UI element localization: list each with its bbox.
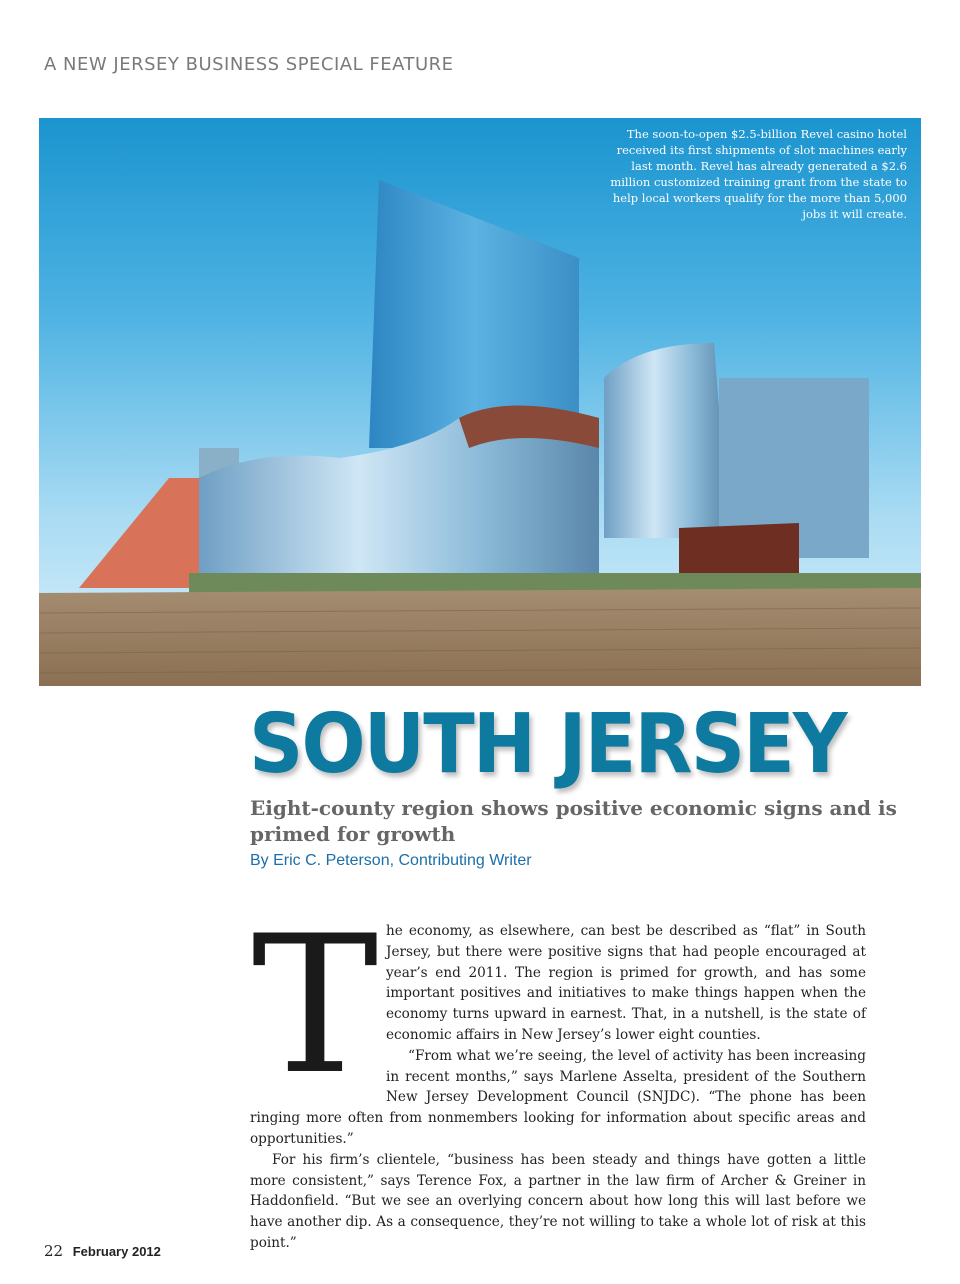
issue-date: February 2012: [72, 1244, 161, 1259]
revel-casino-photo: [39, 118, 921, 686]
body-paragraph: he economy, as elsewhere, can best be described as “flat” in South Jersey, but there were positive signs that had people encouraged at year’s end 2011. The region is primed for growth, and has some important positives and initiatives to make things happen when the economy turns upward in earnest. That, in a nutshell, is the state of economic affairs in New Jersey’s lower eight counties.: [386, 923, 866, 1043]
body-paragraph: For his firm’s clientele, “business has been steady and things have gotten a little more consistent,” says Terence Fox, a partner in the law firm of Archer & Greiner in Haddonfield. “But we see an overlying concern about how long this will last before we have another dip. As a consequence, they’re not willing to take a whole lot of risk at this point.”: [250, 1151, 866, 1251]
body-paragraph: “From what we’re seeing, the level of activity has been increasing in recent months,” says Marlene Asselta, president of the Southern New Jersey Development Council (SNJDC). “The phone has been ringing more often from nonmembers looking for information about specific areas and opportunities.”: [250, 1047, 866, 1147]
page-footer: [44, 1242, 161, 1260]
rotunda-shape: [604, 343, 729, 538]
page-number: 22: [44, 1242, 64, 1260]
drop-cap: T: [251, 895, 379, 1116]
article-subhead: Eight-county region shows positive economic signs and is primed for growth: [250, 796, 897, 846]
pyramid-building: [79, 478, 209, 588]
article-body: [250, 895, 866, 1254]
boardwalk-shape: [39, 588, 921, 686]
article-byline: By Eric C. Peterson, Contributing Writer: [250, 852, 532, 869]
article-headline: SOUTH JERSEY: [249, 697, 846, 792]
section-kicker: A NEW JERSEY BUSINESS SPECIAL FEATURE: [44, 54, 454, 75]
photo-caption: The soon-to-open $2.5-billion Revel casino hotel received its first shipments of slot machines early last month. Revel has already generated a $2.6 million customized training grant from the state to help local workers qualify for the more than 5,000 jobs it will create.: [610, 127, 907, 221]
